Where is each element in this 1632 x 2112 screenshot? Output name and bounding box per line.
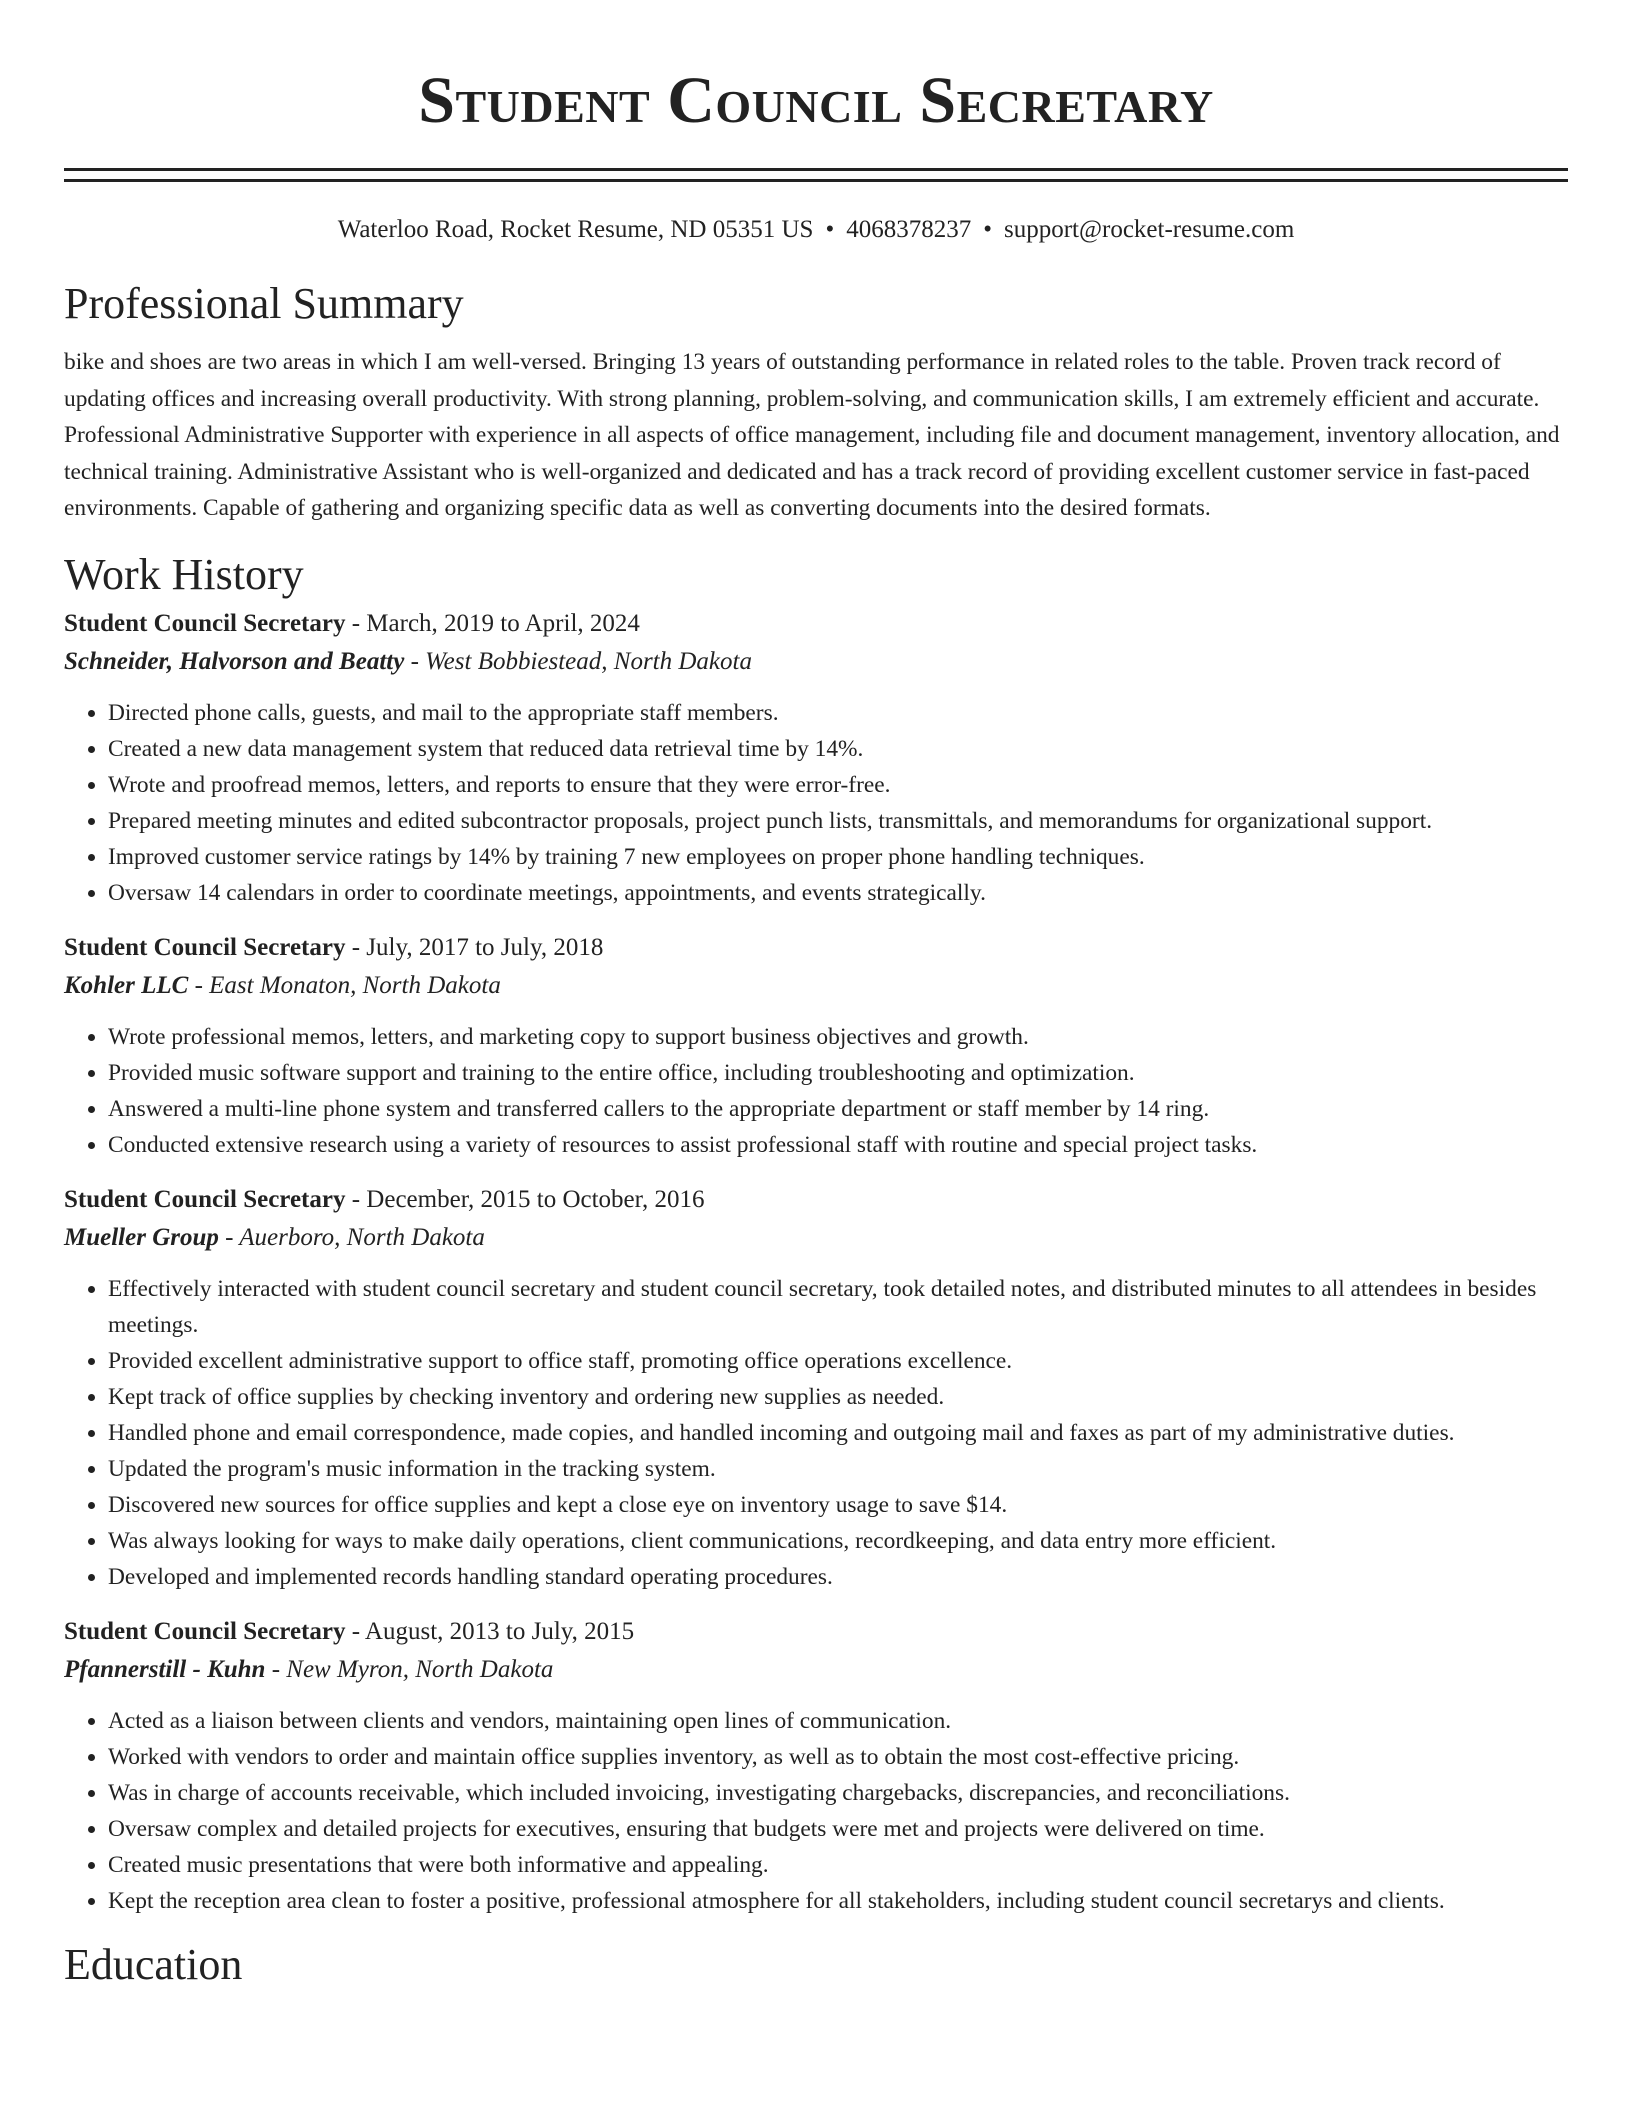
job-bullet: • Handled phone and email correspondence, made copies, and handled incoming and outgoing mail and faxes as part of my administrative duties.: [108, 1415, 1568, 1451]
job-bullet: • Was in charge of accounts receivable, which included invoicing, investigating chargebacks, discrepancies, and reconciliations.: [108, 1775, 1568, 1811]
work-history-heading: Work History: [64, 549, 304, 599]
job-bullet: • Created music presentations that were both informative and appealing.: [108, 1847, 1568, 1883]
job-bullet: • Improved customer service ratings by 14% by training 7 new employees on proper phone handling techniques.: [108, 839, 1568, 875]
job-bullet: • Provided excellent administrative support to office staff, promoting office operations excellence.: [108, 1343, 1568, 1379]
contact-line: [64, 212, 1568, 248]
job-company: Pfannerstill - Kuhn: [64, 1655, 266, 1683]
job-bullet: • Directed phone calls, guests, and mail to the appropriate staff members.: [108, 695, 1568, 731]
job-bullet: • Worked with vendors to order and maintain office supplies inventory, as well as to obtain the most cost-effective pricing.: [108, 1739, 1568, 1775]
job-bullet: • Acted as a liaison between clients and vendors, maintaining open lines of communication.: [108, 1703, 1568, 1739]
job-company-line: [64, 643, 1568, 681]
job-bullet: • Provided music software support and training to the entire office, including troubleshooting and optimization.: [108, 1055, 1568, 1091]
job-bullet: • Kept track of office supplies by checking inventory and ordering new supplies as needed.: [108, 1379, 1568, 1415]
job-company: Kohler LLC: [64, 971, 189, 999]
job-bullet: • Wrote professional memos, letters, and marketing copy to support business objectives and growth.: [108, 1019, 1568, 1055]
job-company: Mueller Group: [64, 1223, 219, 1251]
job-location: - Auerboro, North Dakota: [218, 1223, 485, 1251]
job-header: [64, 929, 1568, 967]
contact-separator: •: [825, 216, 835, 243]
job-entry: [64, 1181, 1568, 1595]
job-bullet: • Wrote and proofread memos, letters, and reports to ensure that they were error-free.: [108, 767, 1568, 803]
job-company: Schneider, Halvorson and Beatty: [64, 647, 405, 675]
job-role: Student Council Secretary: [64, 1617, 346, 1645]
job-bullet-list: [64, 1703, 1568, 1919]
title-divider: [64, 168, 1568, 182]
job-bullet: • Answered a multi-line phone system and transferred callers to the appropriate department or staff member by 14 ring.: [108, 1091, 1568, 1127]
work-history-list: [64, 605, 1568, 1919]
job-header: [64, 1613, 1568, 1651]
job-entry: [64, 1613, 1568, 1919]
job-bullet: • Prepared meeting minutes and edited subcontractor proposals, project punch lists, transmittals, and memorandums for organizational support.: [108, 803, 1568, 839]
job-bullet: • Effectively interacted with student council secretary and student council secretary, took detailed notes, and distributed minutes to all attendees in besides meetings.: [108, 1271, 1568, 1343]
job-bullet: • Oversaw complex and detailed projects for executives, ensuring that budgets were met and projects were delivered on time.: [108, 1811, 1568, 1847]
job-bullet: • Updated the program's music information in the tracking system.: [108, 1451, 1568, 1487]
job-company-line: [64, 1219, 1568, 1257]
job-bullet: • Kept the reception area clean to foster a positive, professional atmosphere for all stakeholders, including student council secretarys and clients.: [108, 1883, 1568, 1919]
resume-title: Student Council Secretary: [418, 64, 1214, 137]
job-bullet: • Conducted extensive research using a variety of resources to assist professional staff with routine and special project tasks.: [108, 1127, 1568, 1163]
job-company-line: [64, 967, 1568, 1005]
resume-page: [64, 0, 1568, 1995]
summary-heading: Professional Summary: [64, 279, 464, 328]
job-role: Student Council Secretary: [64, 609, 346, 637]
job-bullet-list: [64, 1271, 1568, 1595]
summary-text: bike and shoes are two areas in which I am well-versed. Bringing 13 years of outstanding performance in related roles to the table. Proven track record of updating offices and increasing overall productivity. With strong planning, problem-solving, and communication skills, I am extremely efficient and accurate. Professional Administrative Supporter with experience in all aspects of office management, including file and document management, inventory allocation, and technical training. Administrative Assistant who is well-organized and dedicated and has a track record of providing excellent customer service in fast-paced environments. Capable of gathering and organizing specific data as well as converting documents into the desired formats.: [64, 349, 1560, 521]
job-bullet: • Was always looking for ways to make daily operations, client communications, recordkeeping, and data entry more efficient.: [108, 1523, 1568, 1559]
education-heading: Education: [64, 1939, 243, 1989]
job-header: [64, 1181, 1568, 1219]
job-bullet: • Discovered new sources for office supplies and kept a close eye on inventory usage to save $14.: [108, 1487, 1568, 1523]
contact-phone: 4068378237: [846, 216, 972, 243]
job-dates: - August, 2013 to July, 2015: [345, 1617, 635, 1645]
job-entry: [64, 605, 1568, 911]
job-bullet-list: [64, 695, 1568, 911]
contact-separator: •: [983, 216, 992, 243]
job-bullet: • Oversaw 14 calendars in order to coordinate meetings, appointments, and events strategically.: [108, 875, 1568, 911]
job-company-line: [64, 1651, 1568, 1689]
contact-email: support@rocket-resume.com: [1003, 216, 1295, 243]
job-location: - West Bobbiestead, North Dakota: [404, 647, 752, 675]
job-entry: [64, 929, 1568, 1163]
job-location: - East Monaton, North Dakota: [188, 971, 501, 999]
job-bullet: • Developed and implemented records handling standard operating procedures.: [108, 1559, 1568, 1595]
job-role: Student Council Secretary: [64, 1185, 346, 1213]
job-bullet: • Created a new data management system that reduced data retrieval time by 14%.: [108, 731, 1568, 767]
job-dates: - July, 2017 to July, 2018: [345, 933, 604, 961]
job-bullet-list: [64, 1019, 1568, 1163]
contact-address: Waterloo Road, Rocket Resume, ND 05351 US: [337, 216, 814, 243]
job-dates: - December, 2015 to October, 2016: [345, 1185, 705, 1213]
job-dates: - March, 2019 to April, 2024: [345, 609, 640, 637]
job-role: Student Council Secretary: [64, 933, 346, 961]
job-header: [64, 605, 1568, 643]
job-location: - New Myron, North Dakota: [265, 1655, 554, 1683]
